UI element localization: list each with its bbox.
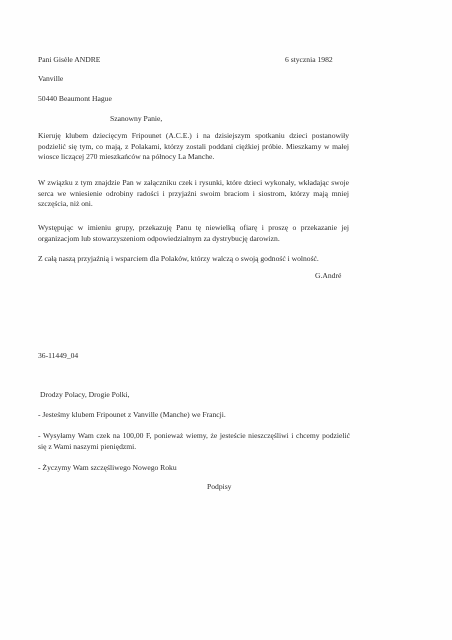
body-paragraph: Z całą naszą przyjaźnią i wsparciem dla Polaków, którzy walczą o swoją godność i wolność.: [38, 254, 319, 263]
recipient-address: 50440 Beaumont Hague: [38, 94, 112, 103]
letter-date: 6 stycznia 1982: [285, 55, 333, 64]
signature: G.André: [315, 271, 342, 280]
salutation: Szanowny Panie,: [110, 114, 163, 123]
list-item: - Jesteśmy klubem Fripounet z Vanville (Manche) we Francji.: [38, 410, 226, 419]
body-paragraph: Kieruję klubem dziecięcym Fripounet (A.C.E.) i na dzisiejszym spotkaniu dzieci postanowiły podzielić się tym, co mają, z Polakami, którzy zostali poddani ciężkiej próbie. Mieszkamy w małej wiosce liczącej 270 mieszkańców na północy La Manche.: [38, 131, 349, 162]
signatures-label: Podpisy: [207, 482, 232, 491]
recipient-city: Vanville: [38, 74, 64, 83]
list-item: - Wysyłamy Wam czek na 100,00 F, ponieważ wiemy, że jesteście nieszczęśliwi i chcemy podzielić się z Wami naszymi pieniędzmi.: [38, 431, 350, 451]
list-item: - Życzymy Wam szczęśliwego Nowego Roku: [38, 463, 177, 472]
body-paragraph: W związku z tym znajdzie Pan w załączniku czek i rysunki, które dzieci wykonały, wkładając swoje serca we wniesienie odrobiny radości i przyjaźni swoim braciom i siostrom, którzy mają mniej szczęścia, niż oni.: [38, 178, 349, 209]
body-paragraph: Występując w imieniu grupy, przekazuję Panu tę niewielką ofiarę i proszę o przekazanie jej organizacjom lub stowarzyszeniom odpowiedzialnym za dystrybucję darowizn.: [38, 223, 349, 243]
second-salutation: Drodzy Polacy, Drogie Polki,: [40, 390, 130, 399]
recipient-name: Pani Gisèle ANDRE: [38, 55, 101, 64]
document-reference: 36-11449_04: [38, 351, 79, 360]
